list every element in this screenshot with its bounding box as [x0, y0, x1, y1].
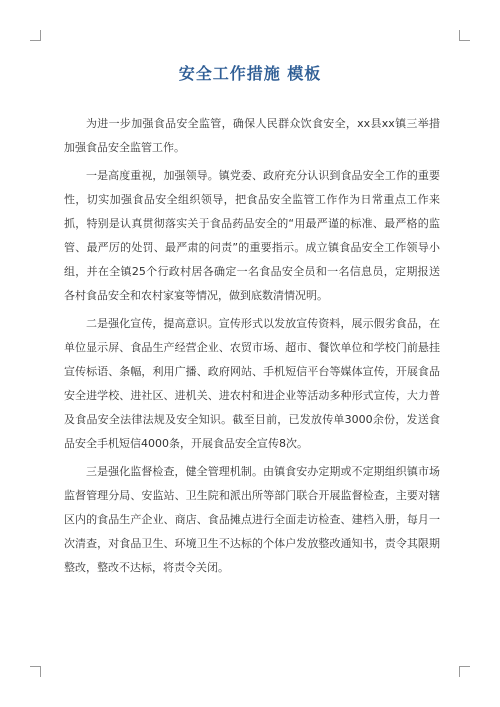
- crop-mark-bottom-left: [30, 666, 41, 677]
- document-title: 安全工作措施 模板: [178, 64, 322, 83]
- crop-mark-bottom-right: [459, 666, 470, 677]
- intro-paragraph: 为进一步加强食品安全监管，确保人民群众饮食安全，xx县xx镇三举措加强食品安全监管工作。: [64, 117, 440, 154]
- paragraph-publicity: 二是强化宣传，提高意识。宣传形式以发放宣传资料，展示假劣食品，在单位显示屏、食品生产经营企业、农贸市场、超市、餐饮单位和学校门前悬挂宣传标语、条幅，利用广播、政府网站、手机短信平台等媒体宣传，开展食品安全进学校、进社区、进机关、进农村和进企业等活动多种形式宣传，大力普及食品安全法律法规及安全知识。截至目前，已发放传单3000余份，发送食品安全手机短信4000条，开展食品安全宣传8次。: [64, 317, 440, 450]
- paragraph-leadership: 一是高度重视，加强领导。镇党委、政府充分认识到食品安全工作的重要性，切实加强食品安全组织领导，把食品安全监管工作作为日常重点工作来抓，特别是认真贯彻落实关于食品药品安全的“用最严谨的标准、最严格的监管、最严厉的处罚、最严肃的问责”的重要指示。成立镇食品安全工作领导小组，并在全镇25个行政村居各确定一名食品安全员和一名信息员，定期报送各村食品安全和农村家宴等情况，做到底数清情况明。: [64, 169, 440, 302]
- crop-mark-top-left: [30, 30, 41, 41]
- crop-mark-top-right: [459, 30, 470, 41]
- paragraph-inspection: 三是强化监督检查，健全管理机制。由镇食安办定期或不定期组织镇市场监督管理分局、安监站、卫生院和派出所等部门联合开展监督检查，主要对辖区内的食品生产企业、商店、食品摊点进行全面走访检查、建档入册，每月一次清查，对食品卫生、环境卫生不达标的个体户发放整改通知书，责令其限期整改，整改不达标，将责令关闭。: [64, 465, 440, 574]
- document-body: [64, 112, 440, 584]
